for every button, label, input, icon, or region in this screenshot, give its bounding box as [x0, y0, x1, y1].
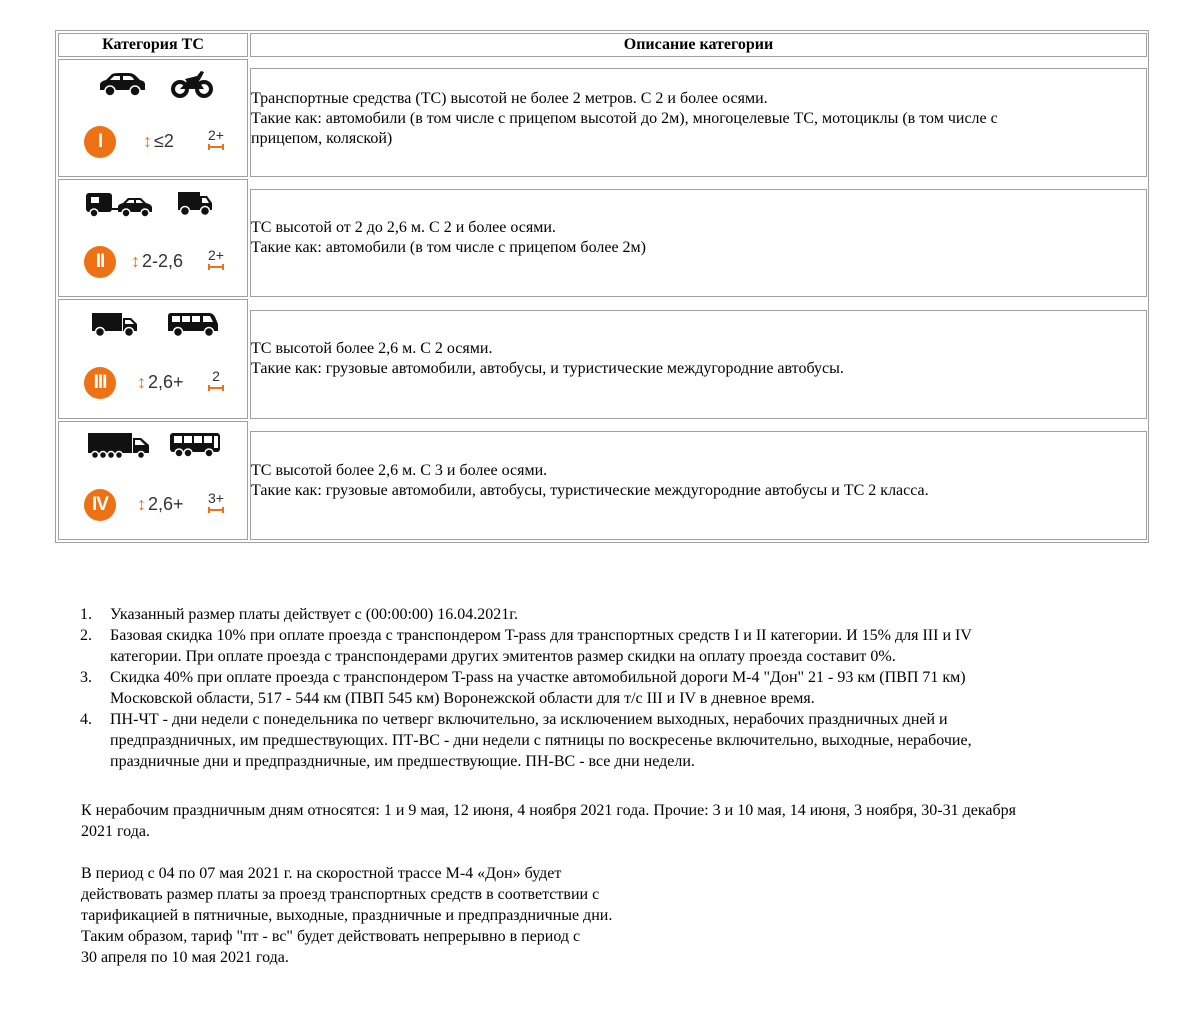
category-badge-label: I	[97, 131, 103, 152]
paragraph-line: 30 апреля по 10 мая 2021 года.	[81, 949, 289, 966]
category-4-icons	[58, 421, 248, 540]
category-badge	[84, 246, 116, 278]
note-item	[80, 667, 1160, 709]
axles-indicator	[205, 369, 227, 391]
truck-icon	[91, 312, 139, 338]
bus-icon	[169, 432, 221, 460]
notes-list	[80, 604, 1160, 772]
header-category	[58, 33, 248, 57]
category-3-description	[250, 310, 1147, 419]
holidays-paragraph	[81, 800, 1016, 842]
category-badge-label: II	[95, 251, 105, 272]
paragraph-line: В период с 04 по 07 мая 2021 г. на скоростной трассе М-4 «Дон» будет	[81, 865, 562, 882]
description-line: ТС высотой от 2 до 2,6 м. С 2 и более осями.	[251, 219, 556, 236]
axle-span-icon	[208, 507, 224, 513]
description-line: Такие как: автомобили (в том числе с прицепом высотой до 2м), многоцелевые ТС, мотоциклы (в том числе с	[251, 110, 998, 127]
header-description	[250, 33, 1147, 57]
paragraph-line: действовать размер платы за проезд транспортных средств в соответствии с	[81, 886, 600, 903]
height-arrow-icon: ↕	[143, 131, 152, 151]
axle-span-icon	[208, 264, 224, 270]
category-2-description	[250, 189, 1147, 297]
minibus-icon	[167, 312, 219, 338]
description-line: ТС высотой более 2,6 м. С 2 осями.	[251, 340, 493, 357]
axles-value: 2+	[208, 127, 224, 143]
paragraph-line: 2021 года.	[81, 823, 150, 840]
note-line: праздничные дни и предпраздничные, им предшествующие. ПН-ВС - все дни недели.	[110, 753, 695, 770]
description-line: Такие как: грузовые автомобили, автобусы, туристические междугородние автобусы и ТС 2 класса.	[251, 482, 929, 499]
category-2-icons	[58, 179, 248, 297]
height-arrow-icon: ↕	[137, 494, 146, 514]
description-line: Такие как: автомобили (в том числе с прицепом более 2м)	[251, 239, 646, 256]
axles-value: 2+	[208, 247, 224, 263]
height-limit	[131, 251, 183, 272]
category-1-icons	[58, 59, 248, 177]
category-badge-label: III	[93, 372, 107, 393]
note-number: 4.	[80, 711, 92, 728]
height-value: 2-2,6	[142, 251, 184, 271]
note-number: 3.	[80, 669, 92, 686]
note-item	[80, 604, 1160, 625]
paragraph-line: тарификацией в пятничные, выходные, праздничные и предпраздничные дни.	[81, 907, 613, 924]
axles-value: 2	[212, 368, 220, 384]
category-4-description	[250, 431, 1147, 540]
description-line: Такие как: грузовые автомобили, автобусы, и туристические междугородние автобусы.	[251, 360, 844, 377]
car-icon	[97, 72, 147, 98]
note-line: предпраздничных, им предшествующих. ПТ-ВС - дни недели с пятницы по воскресенье включительно, выходные, нерабочие,	[110, 732, 972, 749]
axles-indicator	[205, 248, 227, 270]
note-line: Скидка 40% при оплате проезда с транспондером T-pass на участке автомобильной дороги М-4 "Дон" 21 - 93 км (ПВП 71 км)	[110, 669, 966, 686]
note-line: Базовая скидка 10% при оплате проезда с транспондером T-pass для транспортных средств I и II категории. И 15% для III и IV	[110, 627, 972, 644]
height-limit	[137, 372, 184, 393]
axle-span-icon	[208, 385, 224, 391]
tariff-category-table	[55, 30, 1149, 543]
note-line: Указанный размер платы действует с (00:00:00) 16.04.2021г.	[110, 606, 519, 623]
header-category-label: Категория ТС	[102, 36, 204, 53]
height-value: ≤2	[154, 131, 174, 151]
category-badge	[84, 367, 116, 399]
height-limit	[143, 131, 174, 152]
height-value: 2,6+	[148, 372, 184, 392]
category-3-icons	[58, 299, 248, 419]
note-line: категории. При оплате проезда с транспондерами других эмитентов размер скидки на оплату проезда составит 0%.	[110, 648, 896, 665]
description-line: Транспортные средства (ТС) высотой не более 2 метров. С 2 и более осями.	[251, 90, 768, 107]
note-number: 2.	[80, 627, 92, 644]
motorcycle-icon	[171, 70, 213, 98]
height-arrow-icon: ↕	[131, 251, 140, 271]
axles-value: 3+	[208, 490, 224, 506]
note-item	[80, 625, 1160, 667]
note-line: Московской области, 517 - 544 км (ПВП 545 км) Воронежской области для т/с III и IV в дневное время.	[110, 690, 815, 707]
may-period-paragraph	[81, 863, 612, 968]
axles-indicator	[205, 491, 227, 513]
category-1-description	[250, 68, 1147, 177]
axle-span-icon	[208, 144, 224, 150]
paragraph-line: Таким образом, тариф "пт - вс" будет действовать непрерывно в период с	[81, 928, 581, 945]
height-value: 2,6+	[148, 494, 184, 514]
heavy-truck-icon	[87, 432, 151, 462]
car-with-trailer-icon	[85, 192, 155, 220]
paragraph-line: К нерабочим праздничным дням относятся: 1 и 9 мая, 12 июня, 4 ноября 2021 года. Прочие: 3 и 10 мая, 14 июня, 3 ноября, 30-31 декабря	[81, 802, 1016, 819]
note-item	[80, 709, 1160, 772]
category-badge-label: IV	[92, 494, 108, 515]
header-description-label: Описание категории	[623, 36, 774, 53]
axles-indicator	[205, 128, 227, 150]
height-arrow-icon: ↕	[137, 372, 146, 392]
height-limit	[137, 494, 184, 515]
description-line: прицепом, коляской)	[251, 130, 393, 147]
van-icon	[177, 190, 213, 218]
description-line: ТС высотой более 2,6 м. С 3 и более осями.	[251, 462, 548, 479]
category-badge	[84, 489, 116, 521]
note-number: 1.	[80, 606, 92, 623]
note-line: ПН-ЧТ - дни недели с понедельника по четверг включительно, за исключением выходных, нерабочих праздничных дней и	[110, 711, 948, 728]
category-badge	[84, 126, 116, 158]
